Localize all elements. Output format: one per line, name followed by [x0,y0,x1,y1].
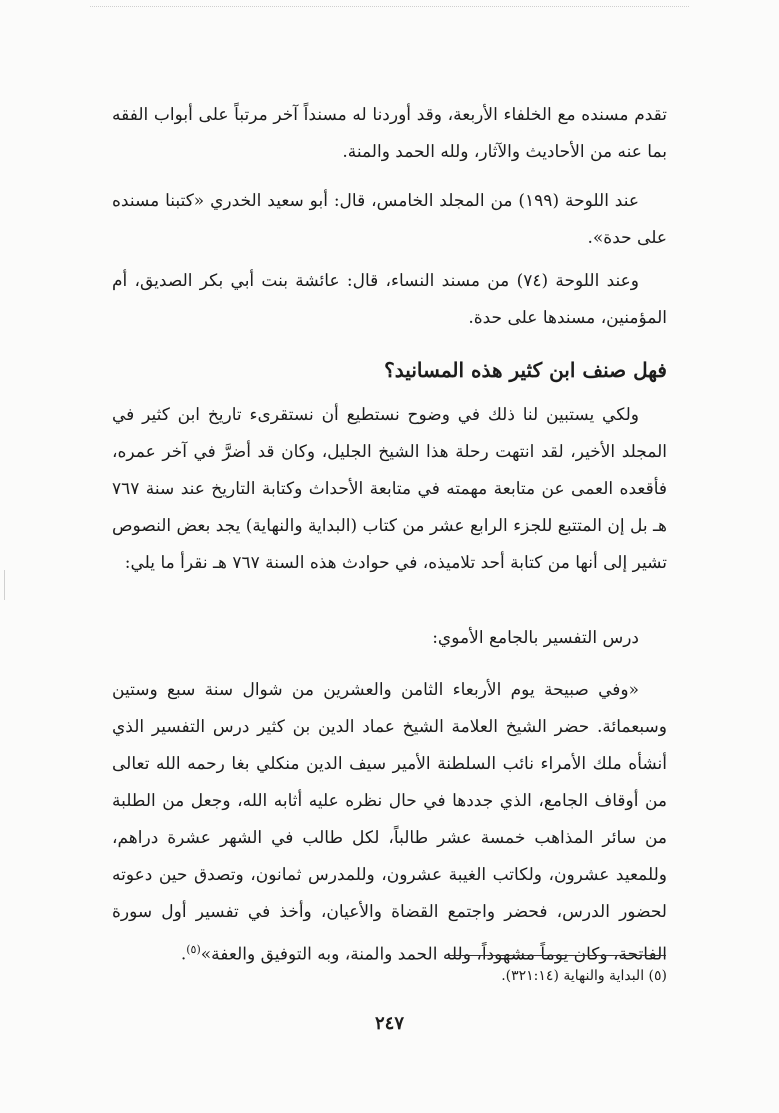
paragraph-quotation [112,672,667,974]
paragraph-musnad-intro: تقدم مسنده مع الخلفاء الأربعة، وقد أوردنا له مسنداً آخر مرتباً على أبواب الفقه بما عنه من الأحاديث والآثار، ولله الحمد والمنة. [112,105,667,162]
footnote-text: (٥) البداية والنهاية (٣٢١:١٤). [501,968,667,984]
top-edge-rule [90,6,689,7]
margin-mark [4,570,5,600]
paragraph-ibn-kathir-history: ولكي يستبين لنا ذلك في وضوح نستطيع أن نستقرىء تاريخ ابن كثير في المجلد الأخير، لقد انتهت رحلة هذا الشيخ الجليل، وكان قد أضرَّ في آخر عمره، فأقعده العمى عن متابعة مهمته في متابعة الأحداث وكتابة التاريخ عند سنة ٧٦٧ هـ بل إن المتتبع للجزء الرابع عشر من كتاب (البداية والنهاية) يجد بعض النصوص تشير إلى أنها من كتابة أحد تلاميذه، في حوادث هذه السنة ٧٦٧ هـ نقرأ ما يلي: [112,405,667,573]
section-heading: فهل صنف ابن كثير هذه المسانيد؟ [384,358,667,382]
paragraph-abu-said-note: عند اللوحة (١٩٩) من المجلد الخامس، قال: أبو سعيد الخدري «كتبنا مسنده على حدة». [112,191,667,248]
quotation-text: «وفي صبيحة يوم الأربعاء الثامن والعشرين من شوال سنة سبع وستين وسبعمائة. حضر الشيخ العلامة الشيخ عماد الدين بن كثير درس التفسير الذي أنشأه ملك الأمراء نائب السلطنة الأمير سيف الدين منكلي بغا رحمه الله تعالى من أوقاف الجامع، الذي جددها في حال نظره عليه أثابه الله، وجعل من الطلبة من سائر المذاهب خمسة عشر طالباً، لكل طالب في الشهر عشرة دراهم، وللمعيد عشرون، ولكاتب الغيبة عشرون، وللمدرس ثمانون، وتصدق حين دعوته لحضور الدرس، فحضر واجتمع القضاة والأعيان، وأخذ في تفسير أول سورة الفاتحة، وكان يوماً مشهوداً، ولله الحمد والمنة، وبه التوفيق والعفة» [112,680,667,965]
subheading-tafsir-lesson: درس التفسير بالجامع الأموي: [432,628,639,648]
footnote-divider [448,955,666,956]
footnote-reference: (٥) [186,943,201,956]
paragraph-aisha-note: وعند اللوحة (٧٤) من مسند النساء، قال: عائشة بنت أبي بكر الصديق، أم المؤمنين، مسندها على حدة. [112,271,667,328]
quotation-end: . [180,944,187,965]
page-number: ٢٤٧ [374,1013,404,1034]
